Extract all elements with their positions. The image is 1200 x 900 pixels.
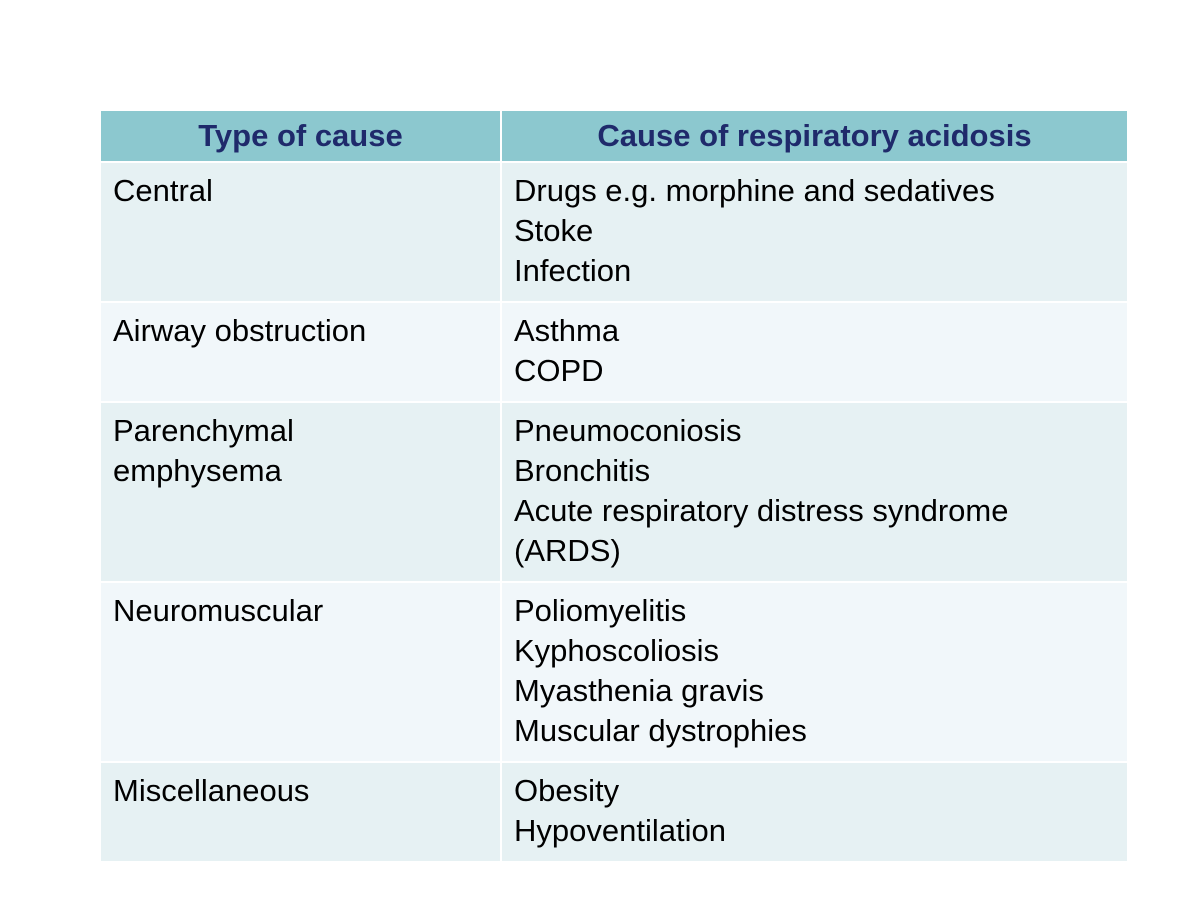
type-line: Miscellaneous [113,773,310,808]
table-row [100,582,1128,762]
type-line: emphysema [113,453,282,488]
cause-line: Asthma [514,313,620,348]
causes-cell [501,162,1128,302]
causes-cell [501,582,1128,762]
table-row [100,302,1128,402]
cause-line: Bronchitis [514,453,651,488]
cause-line: COPD [514,353,604,388]
type-cell [100,762,501,862]
cause-line: Hypoventilation [514,813,726,848]
cause-line: Muscular dystrophies [514,713,807,748]
type-cell [100,162,501,302]
cause-line: Infection [514,253,632,288]
type-line: Neuromuscular [113,593,324,628]
cause-line: Stoke [514,213,594,248]
table-row [100,402,1128,582]
table-row [100,162,1128,302]
header-type-of-cause: Type of cause [100,110,501,162]
table-header-row [100,110,1128,162]
type-line: Airway obstruction [113,313,367,348]
cause-line: Drugs e.g. morphine and sedatives [514,173,995,208]
cause-line: Poliomyelitis [514,593,687,628]
type-line: Central [113,173,213,208]
causes-cell [501,402,1128,582]
cause-line: Acute respiratory distress syndrome [514,493,1009,528]
respiratory-acidosis-table [99,109,1129,863]
table-row [100,762,1128,862]
causes-cell [501,762,1128,862]
type-line: Parenchymal [113,413,294,448]
cause-line: (ARDS) [514,533,621,568]
cause-line: Obesity [514,773,620,808]
header-cause-of-respiratory-acidosis: Cause of respiratory acidosis [501,110,1128,162]
cause-line: Kyphoscoliosis [514,633,720,668]
type-cell [100,402,501,582]
causes-cell [501,302,1128,402]
type-cell [100,302,501,402]
cause-line: Myasthenia gravis [514,673,764,708]
cause-line: Pneumoconiosis [514,413,742,448]
type-cell [100,582,501,762]
